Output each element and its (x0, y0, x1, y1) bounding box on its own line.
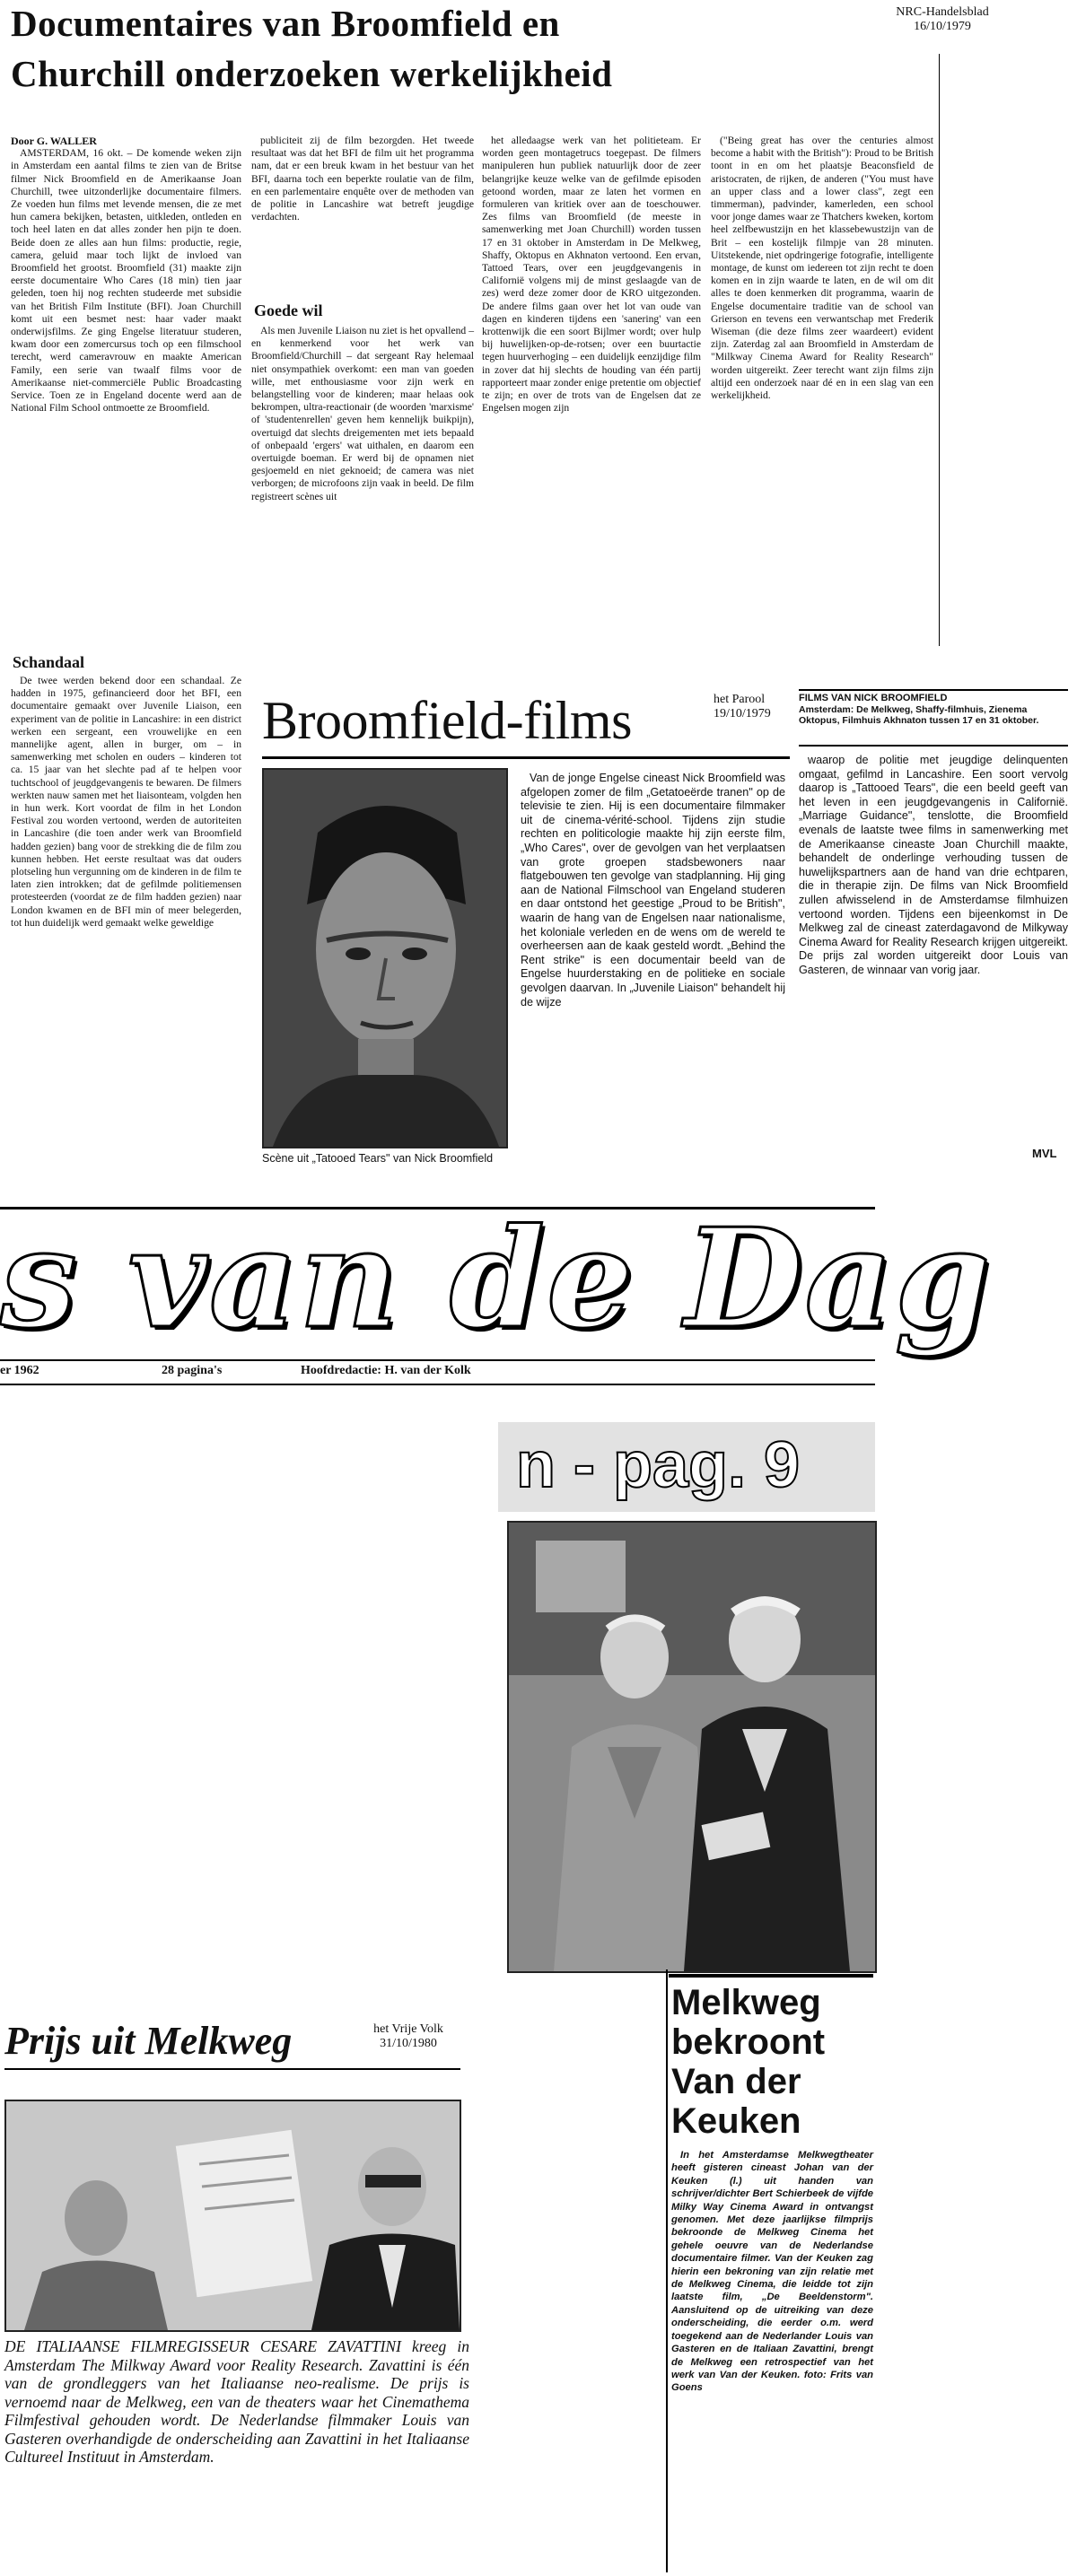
source-name: NRC-Handelsblad (896, 5, 989, 19)
paragraph: het alledaagse werk van het politieteam. Er worden geen montagetrucs toegepast. De filmers manipuleren hun publiek natuurlijk door de zeer belangrijke keuze welke van de gefilmde episoden getoond worden, maar ze laten het vormen en formuleren van kritiek over aan de toeschouwer. Zes films van Broomfield (de meeste in samenwerking met Joan Churchill) worden tussen 17 en 31 oktober in Amsterdam in De Melkweg, Shaffy, Oktopus en Akhnaton vertoond. Een ervan, Tattoed Tears, over een jeugdgevangenis in Californië volgens mij de minst geslaagde van de zes) werd deze zomer door de KRO uitgezonden. De andere films gaan over het lot van oude van dagen en kinderen tijdens een 'sanering' van een krottenwijk die een soort Bijlmer wordt; over hulp bij huwelijken-op-de-rotsen; over een buurtactie tegen huurverhoging – een duidelijk eenzijdige film in zover dat hij slechts de houding van één partij rapporteert maar zonder enige pretentie om objectief te zijn; en over de trots van de Engelsen dat ze Engelsen mogen zijn (482, 135, 701, 415)
masthead-pages: 28 pagina's (162, 1364, 223, 1377)
portrait-caption: Scène uit „Tatooed Tears" van Nick Broomfield (262, 1152, 494, 1165)
headline-rule (262, 756, 790, 759)
portrait-photo (262, 768, 508, 1148)
headline-line-2: Churchill onderzoeken werkelijkheid (11, 53, 613, 94)
prijs-body (4, 2337, 469, 2571)
melkweg-body (671, 2149, 873, 2571)
zavattini-photo (4, 2100, 461, 2332)
melkweg-headline: Melkweg bekroont Van der Keuken (671, 1983, 826, 2141)
paragraph: DE ITALIAANSE FILMREGISSEUR CESARE ZAVATTINI kreeg in Amsterdam The Milkway Award voor Reality Research. Zavattini is één van de grondleggers van het Italiaanse neo-realisme. De prijs is vernoemd naar de Melkweg, een van de theaters waar het Cinemathema Filmfestival gehouden wordt. De Nederlandse filmmaker Louis van Gasteren overhandigde de onderscheiding aan Zavattini in het Italiaanse Cultureel Instituut in Amsterdam. (4, 2337, 469, 2466)
prijs-source (359, 2022, 458, 2051)
parool-source (714, 693, 771, 721)
paragraph: publiciteit zij de film bezorgden. Het tweede resultaat was dat het BFI de film uit het programma nam, dat er een breuk kwam in het bestuur van het BFI, daarna toch een beperkte roulatie van de film, en een parlementaire enquête over de methoden van de politie in Lancashire wat betreft jeugdige verdachten. (251, 135, 474, 223)
screening-info-box (799, 689, 1068, 747)
masthead-rule-bottom (0, 1384, 875, 1385)
zavattini-photo-illustration (6, 2101, 460, 2330)
portrait-illustration (264, 770, 506, 1147)
paragraph: ("Being great has over the centuries almost become a habit with the British"): Proud to be British toont in en om het plaatsje Beaconsfield de aristocraten, de rijken, de anderen ("You must have an upper class and a lower class", zegt een timmerman), padvinder, kamerleden, een school voor jonge dames waar ze Thatchers kweken, kortom heel zelfbewustzijn en het klassebewustzijn van de Brit – een kostelijk filmpje van 28 minuten. Uitstekende, niet opdringerige fotografie, intelligente montage, de kunst om iedereen tot zijn recht te doen komen en in zijn waarde te laten, en de wil om dit alles te doen kenmerken dit programma, waarin de Engelse documentaire traditie van de school van Grierson en tevens een verwantschap met Frederik Wiseman (die deze films zeer waardeert) evident zijn. Zaterdag zal aan Broomfield in Amsterdam de "Milkway Cinema Award for Reality Research" worden uitgereikt. Zeer terecht want zijn films zijn altijd een onderzoek naar dé en in een slag van een werkelijkheid. (711, 135, 933, 402)
paragraph: Van de jonge Engelse cineast Nick Broomfield was afgelopen zomer de film „Getatoeërde tranen" op de televisie te zien. Hij is een documentaire filmmaker uit de cinema-vérité-school. Tijdens zijn studie rechten en politicologie maakte hij zijn eerste film, „Who Cares", over de gevolgen van het verplaatsen van grote groepen stadsbewoners naar flatgebouwen ten gevolge van stadplanning. Hij ging aan de National Filmschool van Engeland studeren en daar ontstond het geestige „Proud to be British", waarin de hang van de Engelsen naar nationalisme, het koloniale verleden en de wens om de wereld te overheersen aan de kaak gesteld wordt. „Behind the Rent strike" is een documentair beeld van de Engelse huurderstaking en de politieke en sociale gevolgen daarvan. In „Juvenile Liaison" behandelt hij de wijze (521, 772, 785, 1009)
screening-box-header: FILMS VAN NICK BROOMFIELD (799, 693, 948, 703)
parool-signoff: MVL (1032, 1147, 1057, 1160)
award-photo-illustration (509, 1523, 875, 1971)
masthead-frame (0, 1198, 993, 1362)
article1-column-4 (711, 135, 933, 642)
paragraph: In het Amsterdamse Melkwegtheater heeft gisteren cineast Johan van der Keuken (l.) uit handen van schrijver/dichter Bert Schierbeek de vijfde Milky Way Cinema Award in ontvangst genomen. Met deze jaarlijkse filmprijs bekroonde de Melkweg Cinema het gehele oeuvre van de Nederlandse documentaire filmer. Van der Keuken zag hierin een bekroning van zijn relatie met de Melkweg Cinema, die leidde tot zijn laatste film, „De Beeldenstorm". Aansluitend op de uitreiking van deze onderscheiding, die eerder o.m. werd toegekend aan de Nederlander Louis van Gasteren en de Italiaan Zavattini, brengt de Melkweg een retrospectief van het werk van Van der Keuken. foto: Frits van Goens (671, 2150, 873, 2394)
parool-column-1 (521, 772, 785, 1193)
prijs-headline-rule (4, 2068, 460, 2070)
paragraph: De twee werden bekend door een schandaal. Ze hadden in 1975, gefinancieerd door het BFI, een documentaire gemaakt over Juvenile Liaison, een experiment van de politie in Lancashire: in een district werken een sergeant, een vrouwelijke en een mannelijke agent, allen in burger, om – in samenwerking met scholen en ouders – kinderen tot ca. 15 jaar van het slechte pad af te helpen voor tuchtschool of jeugdgevangenis te bewaren. De filmers werkten nauw samen met het liaisonteam, volgden hen in hun werk. Kort voordat de film in het London Festival zou worden vertoond, werden de autoriteiten in Lancashire (die toen ander werk van Broomfield hadden gezien) bang voor de strekking die de film zou kunnen hebben. Het eerste resultaat was dat ouders plotseling hun vergunning om de kinderen in de film te laten zien introkken; dat de gefilmde politiemensen protesteerden (voordat ze de film hadden gezien) naar London kwamen en de BFI min of meer belegerden, tot hun duidelijk werd gemaakt welke geweldige (11, 675, 241, 929)
screening-box-text: Amsterdam: De Melkweg, Shaffy-filmhuis, Zienema Oktopus, Filmhuis Akhnaton tussen 17 en 31 oktober. (799, 704, 1039, 726)
source-date: 16/10/1979 (914, 20, 971, 33)
article1-column-2 (251, 135, 474, 296)
article1-column-3 (482, 135, 701, 642)
masthead-left-text: er 1962 (0, 1364, 39, 1377)
article1-column-1 (11, 135, 241, 642)
byline: Door G. WALLER (11, 135, 97, 147)
prijs-source-date: 31/10/1980 (380, 2037, 437, 2050)
paragraph: waarop de politie met jeugdige delinquenten omgaat, gefilmd in Lancashire. Een soort vervolg daarop is „Tattooed Tears", die een beeld geeft van het leven in een jeugdgevangenis in Californië. „Marriage Guidance", tenslotte, die Broomfield evenals de laatste twee films in samenwerking met de Amerikaanse cineaste Joan Churchill maakte, behandelt de onderlinge verhouding tussen de huwelijkspartners aan de hand van drie echtparen, die in therapie zijn. De films van Nick Broomfield zullen afwisselend in de Amsterdamse filmhuizen vertoond worden. Tijdens een bijeenkomst in De Melkweg zal de cineast zaterdagavond de Milkyway Cinema Award for Reality Research krijgen uitgereikt. De prijs zal worden uitgereikt door Louis van Gasteren, de winnaar van vorig jaar. (799, 754, 1068, 976)
masthead-title: s van de Dag (0, 1198, 993, 1358)
subhead-schandaal: Schandaal (13, 653, 85, 671)
page-banner (498, 1422, 875, 1512)
melkweg-side-rule (666, 1969, 668, 2572)
masthead-editor: Hoofdredactie: H. van der Kolk (301, 1364, 471, 1377)
award-photo-keuken (507, 1521, 877, 1973)
prijs-source-name: het Vrije Volk (373, 2022, 443, 2036)
melkweg-headline-rule (669, 1974, 873, 1978)
page-banner-text: n - pag. 9 (516, 1429, 801, 1501)
parool-source-date: 19/10/1979 (714, 707, 771, 720)
paragraph: Als men Juvenile Liaison nu ziet is het opvallend – en kenmerkend voor het werk van Broomfield/Churchill – dat sergeant Ray helemaal niet onsympathiek overkomt: een man van goeden wille, met enthousiasme voor zijn werk en belangstelling voor de kinderen; maar helaas ook bekrompen, ultra-reactionair (de woorden 'marxisme' of 'studentenrellen' geven hem kennelijk buikpijn), overtuigd dat slechts dreigementen met iets bepaald of onbepaald 'ergers' wat uithalen, en daarom een overtuigde boeman. Er werd bij de opnamen niet gesjoemeld en niet geknoeid; de camera was niet verborgen; de microfoons zijn vaak in beeld. De film registreert scènes uit (251, 325, 474, 502)
article1-column-1b (11, 675, 241, 1159)
parool-column-2 (799, 754, 1068, 1140)
column-rule (939, 54, 940, 646)
headline-broomfield-films: Broomfield-films (262, 691, 632, 750)
source-label (871, 5, 1014, 34)
parool-source-name: het Parool (714, 693, 766, 706)
masthead-rule (0, 1359, 875, 1361)
headline-line-1: Documentaires van Broomfield en (11, 3, 560, 44)
article1-column-2b (251, 325, 474, 641)
prijs-headline: Prijs uit Melkweg (4, 2019, 293, 2063)
subhead-goede-wil: Goede wil (254, 301, 323, 319)
paragraph: AMSTERDAM, 16 okt. – De komende weken zijn in Amsterdam een aantal films te zien van de Britse filmer Nick Broomfield en de Amerikaanse Joan Churchill, twee uitzonderlijke documentaire filmers. Ze voeden hun films met levende mensen, die ze met hun camera bekijken, betasten, uitkleden, ontleden en toch heel laten en dat alles zonder hen pijn te doen. Beide doen ze alles aan hun films: productie, regie, camera, geluid maar toch lijkt de invloed van Broomfield het grootst. Broomfield (31) maakte zijn eerste documentaire Who Cares (18 min) tien jaar geleden, toen hij nog rechten studeerde met subsidie van het British Film Institute (BFI). Joan Churchill komt uit een besmet nest: haar vader maakt onderwijsfilms. Ze ging Engelse literatuur studeren, kwam door een zomercursus toch op een filmschool terecht, werd cameravrouw en maakte American Family, een serie van twaalf films voor de Amerikaanse niet-commerciële Public Broadcasting Service. Toen ze in Engeland docente werd aan de National Film School ontmoette ze Broomfield. (11, 147, 241, 415)
